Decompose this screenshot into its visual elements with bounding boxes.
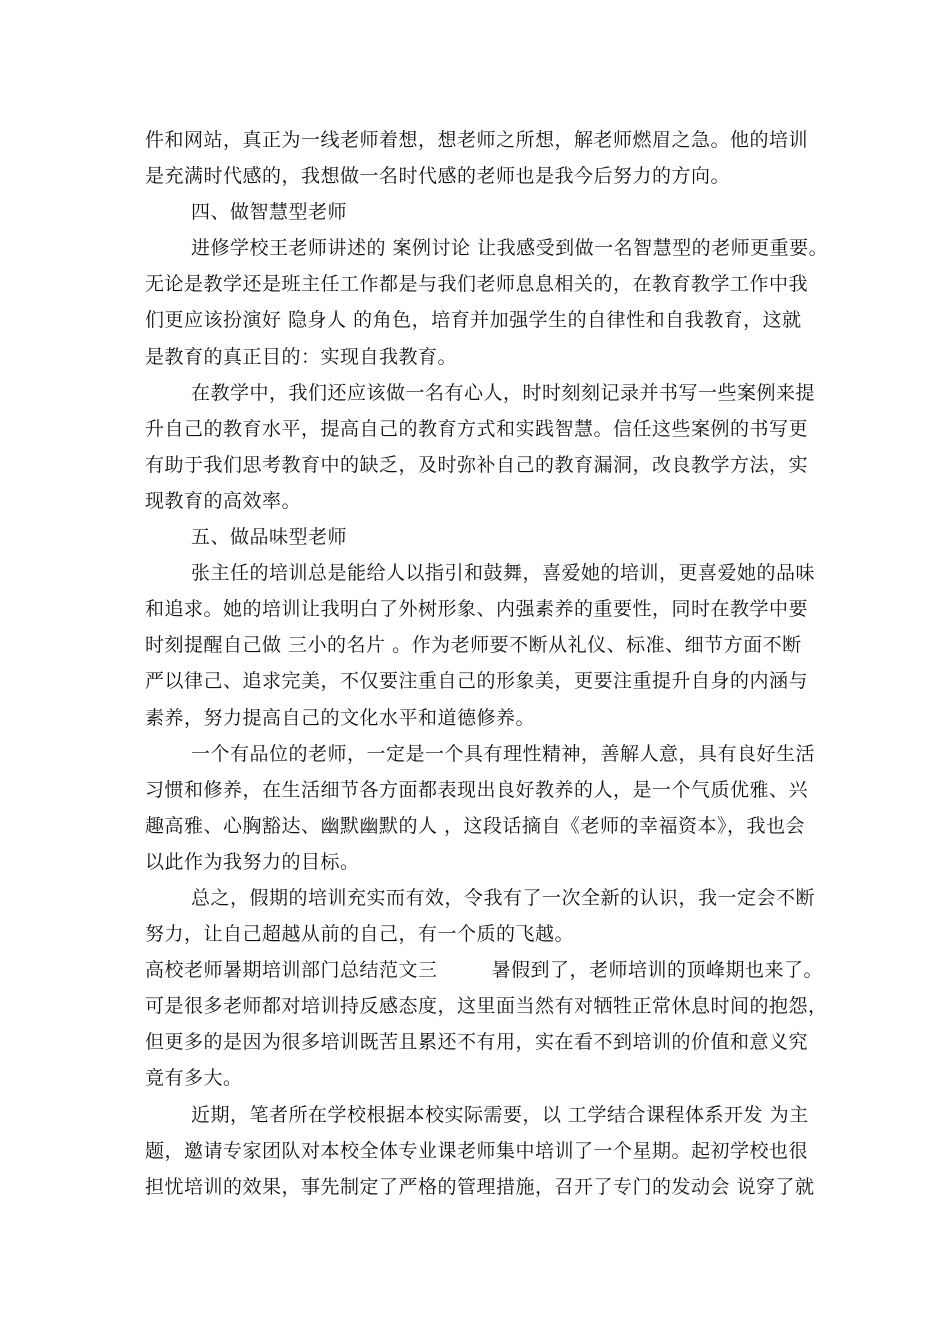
text-line: 但更多的是因为很多培训既苦且累还不有用，实在看不到培训的价值和意义究 bbox=[145, 1031, 809, 1054]
section-heading-four: 四、做智慧型老师 bbox=[191, 201, 348, 224]
text-line: 无论是教学还是班主任工作都是与我们老师息息相关的，在教育教学工作中我 bbox=[145, 273, 809, 296]
text-line: 进修学校王老师讲述的 案例讨论 让我感受到做一名智慧型的老师更重要。 bbox=[191, 237, 829, 260]
section-continuation: 暑假到了，老师培训的顶峰期也来了。 bbox=[491, 959, 824, 982]
text-line: 和追求。她的培训让我明白了外树形象、内强素养的重要性，同时在教学中要 bbox=[145, 598, 809, 621]
text-line: 趣高雅、心胸豁达、幽默幽默的人 ，这段话摘自《老师的幸福资本》，我也会 bbox=[145, 814, 806, 837]
text-line: 素养，努力提高自己的文化水平和道德修养。 bbox=[145, 706, 536, 729]
text-line: 近期，笔者所在学校根据本校实际需要，以 工学结合课程体系开发 为主 bbox=[191, 1103, 809, 1126]
text-line: 努力，让自己超越从前的自己，有一个质的飞越。 bbox=[145, 923, 575, 946]
text-line: 时刻提醒自己做 三小的名片 。作为老师要不断从礼仪、标准、细节方面不断 bbox=[145, 634, 802, 657]
section-heading-five: 五、做品味型老师 bbox=[191, 526, 348, 549]
text-line: 现教育的高效率。 bbox=[145, 489, 302, 512]
text-line: 题，邀请专家团队对本校全体专业课老师集中培训了一个星期。起初学校也很 bbox=[145, 1139, 809, 1162]
text-line: 升自己的教育水平，提高自己的教育方式和实践智慧。信任这些案例的书写更 bbox=[145, 417, 809, 440]
text-line: 张主任的培训总是能给人以指引和鼓舞，喜爱她的培训，更喜爱她的品味 bbox=[191, 562, 816, 585]
text-line: 担忧培训的效果，事先制定了严格的管理措施，召开了专门的发动会 说穿了就 bbox=[145, 1175, 815, 1198]
text-line: 可是很多老师都对培训持反感态度，这里面当然有对牺牲正常休息时间的抱怨， bbox=[145, 995, 828, 1018]
text-line: 在教学中，我们还应该做一名有心人，时时刻刻记录并书写一些案例来提 bbox=[191, 381, 816, 404]
document-body bbox=[145, 122, 829, 1205]
text-line: 们更应该扮演好 隐身人 的角色，培育并加强学生的自律性和自我教育，这就 bbox=[145, 309, 802, 332]
text-line: 件和网站，真正为一线老师着想，想老师之所想，解老师燃眉之急。他的培训 bbox=[145, 129, 809, 151]
text-line: 以此作为我努力的目标。 bbox=[145, 850, 360, 873]
text-line: 有助于我们思考教育中的缺乏，及时弥补自己的教育漏洞，改良教学方法，实 bbox=[145, 453, 809, 476]
text-line: 一个有品位的老师，一定是一个具有理性精神，善解人意，具有良好生活 bbox=[191, 742, 816, 765]
text-line: 是教育的真正目的：实现自我教育。 bbox=[145, 345, 458, 368]
text-line: 是充满时代感的，我想做一名时代感的老师也是我今后努力的方向。 bbox=[145, 165, 731, 188]
text-line: 习惯和修养，在生活细节各方面都表现出良好教养的人，是一个气质优雅、兴 bbox=[145, 778, 809, 801]
text-line: 竟有多大。 bbox=[145, 1067, 243, 1090]
section-title: 高校老师暑期培训部门总结范文三 bbox=[145, 959, 438, 982]
text-line: 总之，假期的培训充实而有效，令我有了一次全新的认识，我一定会不断 bbox=[191, 886, 816, 909]
section-title-line bbox=[145, 952, 825, 988]
text-line: 严以律己、追求完美，不仅要注重自己的形象美，更要注重提升自身的内涵与 bbox=[145, 670, 809, 693]
